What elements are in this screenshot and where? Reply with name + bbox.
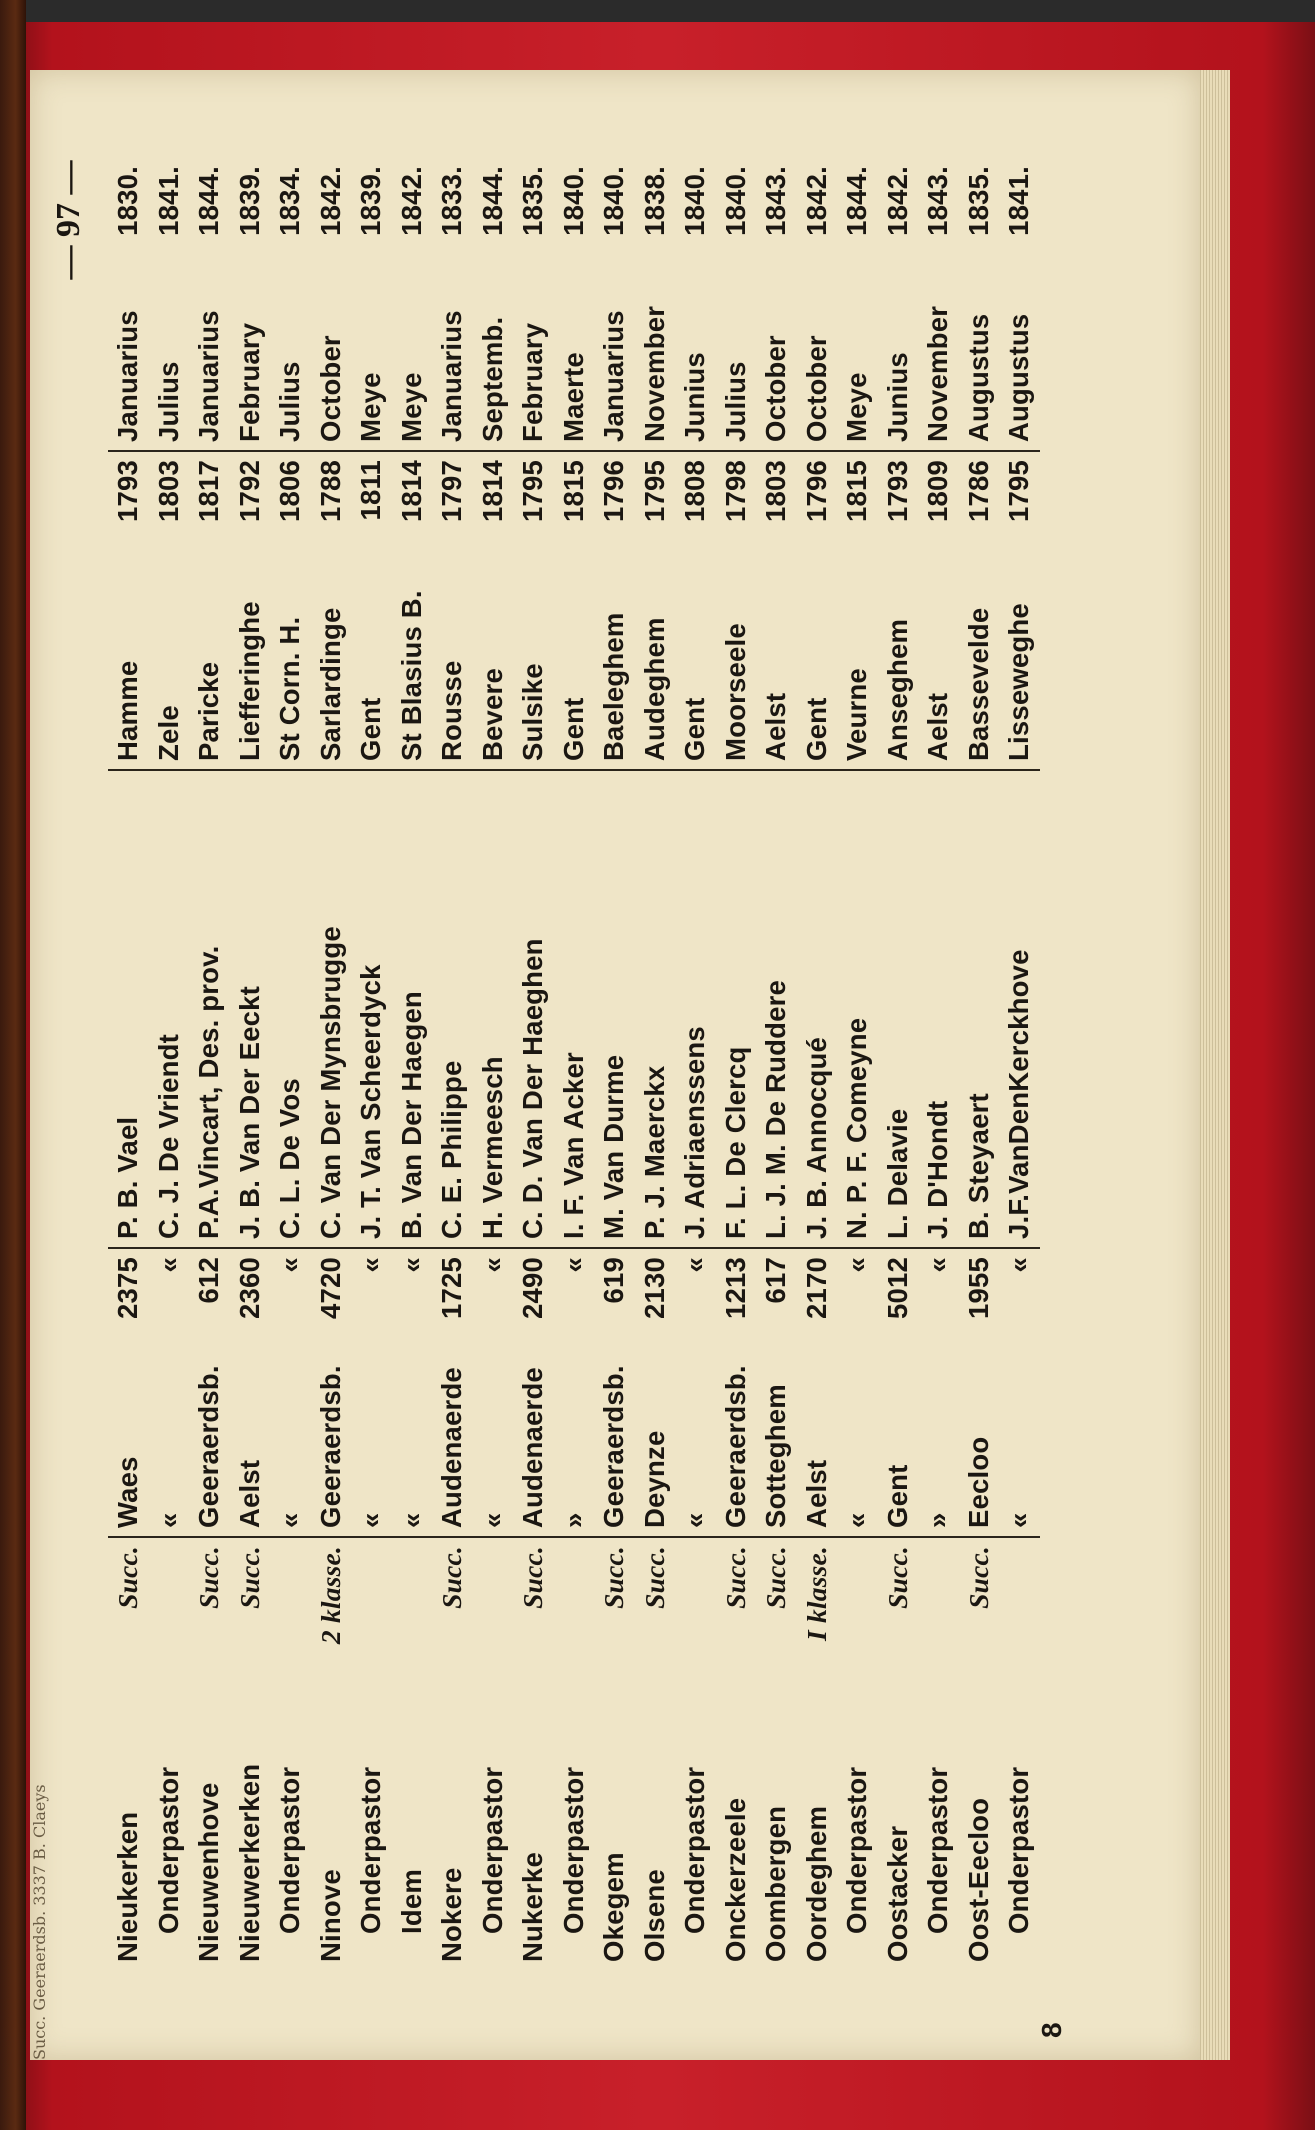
row-birth-year: 1796 (800, 460, 832, 522)
row-priest-name: F. L. De Clercq (716, 770, 757, 1248)
row-birthplace: Anseghem (878, 538, 919, 770)
rotated-page-content (30, 70, 1200, 2060)
row-appointment-year: 1834. (274, 166, 306, 236)
row-appointment-month: Augustus (999, 244, 1040, 451)
table-row (311, 158, 352, 1970)
row-district: Waes (108, 1345, 149, 1537)
row-birth-year: 1811 (355, 460, 387, 521)
row-district: Aelst (797, 1345, 838, 1537)
row-parish: Onderpastor (557, 1766, 589, 1934)
row-class: Succ. (436, 1546, 468, 1609)
table-row (230, 158, 271, 1970)
row-class (149, 1537, 190, 1664)
row-class: Succ. (760, 1546, 792, 1609)
row-birthplace: St Blasius B. (392, 538, 433, 770)
row-priest-name: I. F. Van Acker (554, 770, 595, 1248)
row-class: Succ. (962, 1546, 994, 1609)
row-appointment-month: Julius (149, 244, 190, 451)
row-priest-name: J. B. Van Der Eeckt (230, 770, 271, 1248)
row-population: 5012 (881, 1257, 913, 1319)
table-row (432, 158, 473, 1970)
table-row (797, 158, 838, 1970)
row-class: Succ. (517, 1546, 549, 1609)
row-birth-year: 1786 (962, 460, 994, 522)
row-parish: Onderpastor (355, 1766, 387, 1934)
row-appointment-month: Augustus (959, 244, 1000, 451)
row-parish: Nukerke (517, 1852, 549, 1962)
row-parish: Onderpastor (1003, 1766, 1035, 1934)
row-district: Aelst (230, 1345, 271, 1537)
row-district: » (554, 1345, 595, 1537)
row-birthplace: Paricke (189, 538, 230, 770)
row-birthplace: Aelst (756, 538, 797, 770)
page-number: — 97 — (50, 160, 87, 280)
row-appointment-month: Januarius (432, 244, 473, 451)
row-district: « (149, 1345, 190, 1537)
table-row (351, 158, 392, 1970)
row-appointment-month: Julius (716, 244, 757, 451)
row-priest-name: J. D'Hondt (918, 770, 959, 1248)
table-row (959, 158, 1000, 1970)
row-birth-year: 1803 (152, 460, 184, 522)
row-appointment-year: 1840. (679, 166, 711, 236)
row-appointment-year: 1844. (476, 166, 508, 236)
row-birth-year: 1795 (517, 460, 549, 522)
row-birth-year: 1809 (922, 460, 954, 522)
row-parish: Onderpastor (922, 1766, 954, 1934)
row-priest-name: L. J. M. De Ruddere (756, 770, 797, 1248)
row-appointment-year: 1842. (314, 166, 346, 236)
row-district: « (837, 1345, 878, 1537)
row-appointment-year: 1840. (719, 166, 751, 236)
row-population: « (841, 1257, 873, 1273)
signature-mark: 8 (1036, 2022, 1067, 2038)
table-row (675, 158, 716, 1970)
row-district: « (392, 1345, 433, 1537)
row-birthplace: Lisseweghe (999, 538, 1040, 770)
row-parish: Oombergen (760, 1805, 792, 1962)
row-birth-year: 1795 (638, 460, 670, 522)
row-birthplace: Gent (351, 538, 392, 770)
row-appointment-year: 1840. (598, 166, 630, 236)
table-row (878, 158, 919, 1970)
row-appointment-year: 1844. (193, 166, 225, 236)
row-parish: Onderpastor (679, 1766, 711, 1934)
row-appointment-year: 1842. (881, 166, 913, 236)
row-appointment-month: Junius (675, 244, 716, 451)
row-birth-year: 1788 (314, 460, 346, 522)
row-priest-name: P. B. Vael (108, 770, 149, 1248)
row-district: Geeraerdsb. (716, 1345, 757, 1537)
row-appointment-year: 1843. (760, 166, 792, 236)
row-birth-year: 1797 (436, 460, 468, 522)
row-birthplace: Moorseele (716, 538, 757, 770)
row-population: 4720 (314, 1257, 346, 1319)
row-birth-year: 1795 (1003, 460, 1035, 522)
row-priest-name: B. Van Der Haegen (392, 770, 433, 1248)
row-birthplace: Audeghem (635, 538, 676, 770)
row-birth-year: 1793 (112, 460, 144, 522)
row-class (473, 1537, 514, 1664)
row-appointment-year: 1841. (152, 166, 184, 236)
row-parish: Nokere (436, 1867, 468, 1962)
row-district: Audenaerde (513, 1345, 554, 1537)
row-district: Geeraerdsb. (311, 1345, 352, 1537)
row-birth-year: 1815 (841, 460, 873, 522)
row-class (837, 1537, 878, 1664)
row-birth-year: 1792 (233, 460, 265, 522)
row-parish: Olsene (638, 1869, 670, 1962)
row-district: Eecloo (959, 1345, 1000, 1537)
row-population: « (476, 1257, 508, 1273)
row-class (392, 1537, 433, 1664)
row-priest-name: C. J. De Vriendt (149, 770, 190, 1248)
row-appointment-month: Meye (392, 244, 433, 451)
row-parish: Idem (395, 1869, 427, 1934)
row-appointment-month: October (311, 244, 352, 451)
row-population: 1213 (719, 1257, 751, 1319)
table-row (716, 158, 757, 1970)
row-class: Succ. (112, 1546, 144, 1609)
row-appointment-year: 1843. (922, 166, 954, 236)
row-class (918, 1537, 959, 1664)
table-row (473, 158, 514, 1970)
row-population: « (355, 1257, 387, 1273)
row-birthplace: Zele (149, 538, 190, 770)
table-row (594, 158, 635, 1970)
row-population: 1725 (436, 1257, 468, 1319)
row-population: « (557, 1257, 589, 1273)
row-appointment-year: 1833. (436, 166, 468, 236)
row-appointment-year: 1838. (638, 166, 670, 236)
book-page (30, 70, 1200, 2060)
row-appointment-month: Meye (351, 244, 392, 451)
row-parish: Oost-Eecloo (962, 1797, 994, 1962)
row-district: Gent (878, 1345, 919, 1537)
row-appointment-year: 1839. (355, 166, 387, 236)
row-birthplace: St Corn. H. (270, 538, 311, 770)
row-class: Succ. (638, 1546, 670, 1609)
row-population: 2130 (638, 1257, 670, 1319)
row-priest-name: L. Delavie (878, 770, 919, 1248)
book-spine-edge (0, 0, 26, 2130)
row-birth-year: 1815 (557, 460, 589, 522)
row-priest-name: C. E. Philippe (432, 770, 473, 1248)
table-row (918, 158, 959, 1970)
row-district: « (675, 1345, 716, 1537)
register-rows (108, 158, 1040, 1970)
row-priest-name: C. Van Der Mynsbrugge (311, 770, 352, 1248)
row-parish: Ninove (314, 1869, 346, 1962)
row-parish: Onderpastor (476, 1766, 508, 1934)
row-birthplace: Basseveldе (959, 538, 1000, 770)
row-appointment-month: February (513, 244, 554, 451)
row-population: « (395, 1257, 427, 1273)
row-class (351, 1537, 392, 1664)
row-appointment-month: Meye (837, 244, 878, 451)
row-parish: Okegem (598, 1852, 630, 1962)
row-population: « (679, 1257, 711, 1273)
row-population: 619 (598, 1257, 630, 1304)
row-district: « (351, 1345, 392, 1537)
row-parish: Oostacker (881, 1825, 913, 1962)
row-class: I klasse. (800, 1546, 832, 1642)
row-birth-year: 1798 (719, 460, 751, 522)
row-appointment-year: 1842. (395, 166, 427, 236)
row-birthplace: Liefferinghe (230, 538, 271, 770)
row-class (999, 1537, 1040, 1664)
row-district: Geeraerdsb. (189, 1345, 230, 1537)
row-birthplace: Bevere (473, 538, 514, 770)
background-strip (0, 0, 1315, 22)
row-parish: Nieukerken (112, 1811, 144, 1962)
row-population: 617 (760, 1257, 792, 1304)
row-appointment-year: 1840. (557, 166, 589, 236)
row-class: Succ. (881, 1546, 913, 1609)
row-district: Geeraerdsb. (594, 1345, 635, 1537)
row-parish: Nieuwerkerken (233, 1763, 265, 1962)
row-priest-name: J.F.VanDenKerckhove (999, 770, 1040, 1248)
row-appointment-year: 1842. (800, 166, 832, 236)
row-birthplace: Hamme (108, 538, 149, 770)
row-appointment-month: November (635, 244, 676, 451)
row-appointment-year: 1830. (112, 166, 144, 236)
row-population: « (274, 1257, 306, 1273)
row-priest-name: M. Van Durme (594, 770, 635, 1248)
row-priest-name: P. J. Maerckx (635, 770, 676, 1248)
row-parish: Onderpastor (274, 1766, 306, 1934)
row-class: Succ. (233, 1546, 265, 1609)
row-population: « (922, 1257, 954, 1273)
table-row (513, 158, 554, 1970)
table-row (554, 158, 595, 1970)
row-class: Succ. (598, 1546, 630, 1609)
row-appointment-month: October (756, 244, 797, 451)
row-district: » (918, 1345, 959, 1537)
row-district: « (270, 1345, 311, 1537)
page-edges (1198, 70, 1230, 2060)
row-birth-year: 1817 (193, 460, 225, 522)
row-population: 612 (193, 1257, 225, 1304)
row-appointment-month: November (918, 244, 959, 451)
row-appointment-month: October (797, 244, 838, 451)
row-priest-name: C. D. Van Der Haeghen (513, 770, 554, 1248)
row-priest-name: C. L. De Vos (270, 770, 311, 1248)
row-appointment-month: Julius (270, 244, 311, 451)
row-district: « (999, 1345, 1040, 1537)
row-parish: Onderpastor (841, 1766, 873, 1934)
table-row (189, 158, 230, 1970)
row-priest-name: J. B. Annocqué (797, 770, 838, 1248)
row-parish: Oordeghem (800, 1805, 832, 1962)
row-appointment-year: 1844. (841, 166, 873, 236)
row-birth-year: 1796 (598, 460, 630, 522)
row-parish: Nieuwenhove (193, 1782, 225, 1962)
row-appointment-year: 1841. (1003, 166, 1035, 236)
row-district: Sotteghem (756, 1345, 797, 1537)
row-appointment-year: 1835. (517, 166, 549, 236)
previous-page-header-fragment: Succ. Geeraerdsb. 3337 B. Claeys (30, 1784, 49, 2060)
table-row (635, 158, 676, 1970)
row-priest-name: H. Vermeesch (473, 770, 514, 1248)
table-row (756, 158, 797, 1970)
row-priest-name: P.A.Vincart, Des. prov. (189, 770, 230, 1248)
row-birthplace: Rousse (432, 538, 473, 770)
table-row (149, 158, 190, 1970)
row-appointment-month: Januarius (189, 244, 230, 451)
row-priest-name: B. Steyaert (959, 770, 1000, 1248)
row-population: 2170 (800, 1257, 832, 1319)
row-birthplace: Gent (554, 538, 595, 770)
row-population: 2375 (112, 1257, 144, 1319)
row-birthplace: Gent (797, 538, 838, 770)
row-population: 2360 (233, 1257, 265, 1319)
row-appointment-year: 1839. (233, 166, 265, 236)
row-birth-year: 1803 (760, 460, 792, 522)
row-priest-name: N. P. F. Comeyne (837, 770, 878, 1248)
row-population: 1955 (962, 1257, 994, 1319)
table-row (392, 158, 433, 1970)
row-birth-year: 1806 (274, 460, 306, 522)
row-class: Succ. (193, 1546, 225, 1609)
row-class: 2 klasse. (314, 1546, 346, 1645)
row-birthplace: Aelst (918, 538, 959, 770)
row-class (270, 1537, 311, 1664)
row-appointment-month: Septemb. (473, 244, 514, 451)
row-priest-name: J. Adriaenssens (675, 770, 716, 1248)
row-population: 2490 (517, 1257, 549, 1319)
row-birthplace: Sarlardinge (311, 538, 352, 770)
table-row (108, 158, 149, 1970)
table-row (999, 158, 1040, 1970)
row-parish: Onckerzeele (719, 1797, 751, 1962)
table-row (270, 158, 311, 1970)
row-appointment-month: Junius (878, 244, 919, 451)
row-priest-name: J. T. Van Scheerdyck (351, 770, 392, 1248)
row-population: « (1003, 1257, 1035, 1273)
row-birth-year: 1793 (881, 460, 913, 522)
row-district: Audenaerde (432, 1345, 473, 1537)
row-appointment-month: Januarius (108, 244, 149, 451)
row-appointment-month: Januarius (594, 244, 635, 451)
row-parish: Onderpastor (152, 1766, 184, 1934)
row-birthplace: Baeleghem (594, 538, 635, 770)
row-district: Deynze (635, 1345, 676, 1537)
row-birthplace: Gent (675, 538, 716, 770)
clergy-register-table (108, 158, 1040, 1970)
row-class: Succ. (719, 1546, 751, 1609)
row-population: « (152, 1257, 184, 1273)
row-class (675, 1537, 716, 1664)
row-class (554, 1537, 595, 1664)
row-birthplace: Sulsike (513, 538, 554, 770)
row-birth-year: 1808 (679, 460, 711, 522)
row-appointment-year: 1835. (962, 166, 994, 236)
table-row (837, 158, 878, 1970)
row-birth-year: 1814 (476, 460, 508, 522)
row-birthplace: Veurne (837, 538, 878, 770)
row-birth-year: 1814 (395, 460, 427, 522)
row-appointment-month: February (230, 244, 271, 451)
row-appointment-month: Maerte (554, 244, 595, 451)
row-district: « (473, 1345, 514, 1537)
